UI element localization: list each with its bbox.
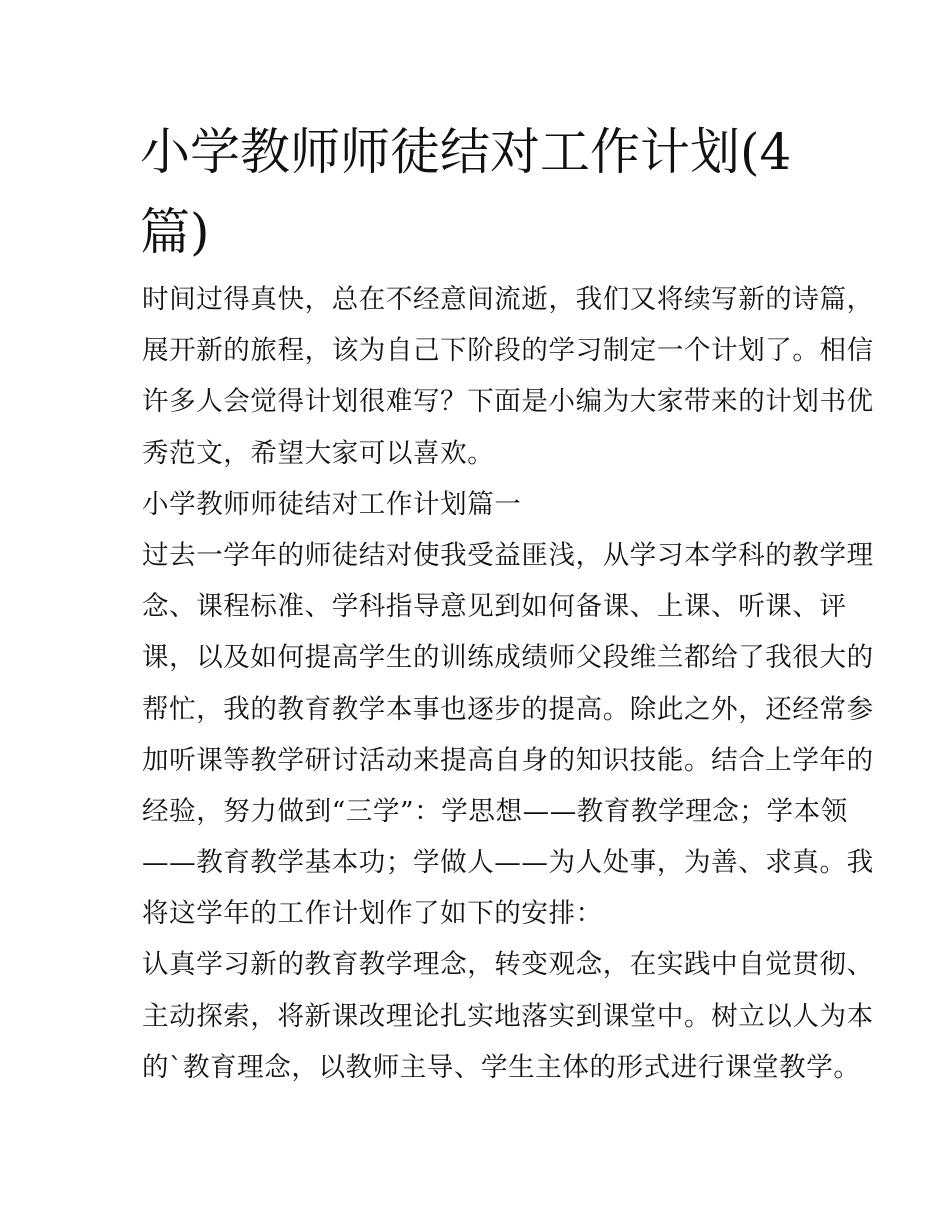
document-title (140, 112, 820, 272)
body-line: 的`教育理念，以教师主导、学生主体的形式进行课堂教学。 (142, 1051, 861, 1083)
intro-line: 秀范文，希望大家可以喜欢。 (142, 437, 495, 469)
body-line: ——教育教学基本功；学做人——为人处事，为善、求真。我 (142, 847, 874, 879)
body-line: 认真学习新的教育教学理念，转变观念，在实践中自觉贯彻、 (142, 949, 874, 981)
section-heading: 小学教师师徒结对工作计划篇一 (142, 488, 522, 520)
intro-line: 展开新的旅程，该为自己下阶段的学习制定一个计划了。相信 (142, 335, 874, 367)
intro-line: 时间过得真快，总在不经意间流逝，我们又将续写新的诗篇， (142, 284, 874, 315)
body-line: 帮忙，我的教育教学本事也逐步的提高。除此之外，还经常参 (142, 693, 874, 725)
body-line: 加听课等教学研讨活动来提高自身的知识技能。结合上学年的 (142, 744, 874, 776)
body-line: 过去一学年的师徒结对使我受益匪浅，从学习本学科的教学理 (142, 539, 874, 571)
body-line: 念、课程标准、学科指导意见到如何备课、上课、听课、评 (142, 591, 847, 623)
body-line: 主动探索，将新课改理论扎实地落实到课堂中。树立以人为本 (142, 1000, 874, 1032)
title-line: 小学教师师徒结对工作计划(4 (140, 123, 792, 181)
title-line: 篇) (140, 203, 210, 261)
body-line: 将这学年的工作计划作了如下的安排： (142, 898, 603, 930)
body-line: 经验，努力做到“三学”：学思想——教育教学理念；学本领 (142, 795, 848, 827)
document-body (142, 278, 874, 1097)
intro-line: 许多人会觉得计划很难写？下面是小编为大家带来的计划书优 (142, 386, 874, 418)
body-line: 课，以及如何提高学生的训练成绩师父段维兰都给了我很大的 (142, 642, 874, 674)
